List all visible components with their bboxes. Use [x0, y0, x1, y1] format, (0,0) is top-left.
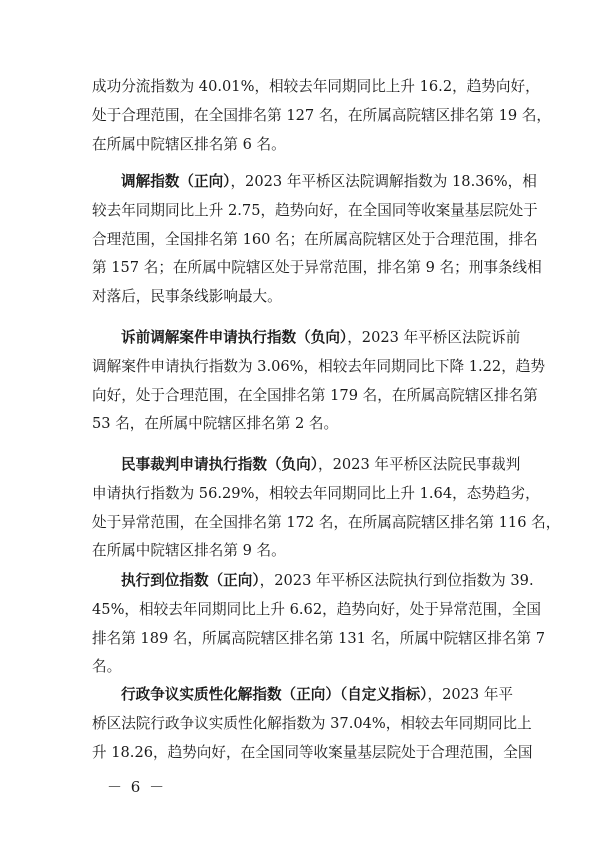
paragraph-heading: 行政争议实质性化解指数（正向）（自定义指标）	[121, 686, 428, 703]
text-line: 较去年同期同比上升 2.75，趋势向好，在全国同等收案量基层院处于	[92, 201, 538, 219]
paragraph-heading: 民事裁判申请执行指数（负向）	[121, 456, 319, 473]
text-line: 53 名，在所属中院辖区排名第 2 名。	[92, 415, 339, 433]
text-line: 处于异常范围，在全国排名第 172 名，在所属高院辖区排名第 116 名，	[92, 513, 561, 531]
text-line: 在所属中院辖区排名第 6 名。	[92, 135, 286, 153]
text-line: 处于合理范围，在全国排名第 127 名，在所属高院辖区排名第 19 名，	[92, 106, 552, 124]
text-line-first	[92, 567, 534, 596]
text-line-first	[92, 324, 521, 353]
paragraph-heading: 诉前调解案件申请执行指数（负向）	[121, 329, 348, 346]
text-line: 桥区法院行政争议实质性化解指数为 37.04%，相较去年同期同比上	[92, 714, 532, 732]
text-line: 向好，处于合理范围，在全国排名第 179 名，在所属高院辖区排名第	[92, 386, 538, 404]
paragraph-heading: 执行到位指数（正向）	[121, 572, 260, 589]
text-line-first	[92, 681, 512, 710]
paragraph-diversion-continued	[92, 73, 552, 159]
text-line-remainder: ，2023 年平桥区法院诉前	[347, 329, 521, 346]
text-line-remainder: ，2023 年平	[427, 686, 514, 703]
text-line: 对落后，民事条线影响最大。	[92, 288, 282, 306]
text-line: 第 157 名；在所属中院辖区处于异常范围，排名第 9 名；刑事条线相	[92, 259, 542, 277]
text-line: 调解案件申请执行指数为 3.06%，相较去年同期同比下降 1.22，趋势	[92, 357, 545, 375]
text-line-first	[92, 168, 537, 197]
paragraph-civil-judgment-execution-index	[92, 451, 561, 566]
text-line-first	[92, 451, 521, 480]
text-line-remainder: ，2023 年平桥区法院民事裁判	[318, 456, 521, 473]
text-line-remainder: ，2023 年平桥区法院调解指数为 18.36%，相	[230, 173, 537, 190]
text-line: 合理范围，全国排名第 160 名；在所属高院辖区处于合理范围，排名	[92, 230, 538, 248]
text-line: 申请执行指数为 56.29%，相较去年同期同比上升 1.64，态势趋劣，	[92, 484, 540, 502]
page-number-text: － 6 －	[107, 778, 167, 796]
text-line: 升 18.26，趋势向好，在全国同等收案量基层院处于合理范围，全国	[92, 743, 533, 761]
text-line: 在所属中院辖区排名第 9 名。	[92, 542, 286, 560]
text-line: 名。	[92, 658, 122, 676]
paragraph-administrative-dispute-index	[92, 681, 533, 767]
paragraph-mediation-index	[92, 168, 542, 312]
text-line: 排名第 189 名，所属高院辖区排名第 131 名，所属中院辖区排名第 7	[92, 629, 546, 647]
paragraph-execution-completion-index	[92, 567, 546, 682]
paragraph-heading: 调解指数（正向）	[121, 173, 231, 190]
text-line: 成功分流指数为 40.01%，相较去年同期同比上升 16.2，趋势向好，	[92, 78, 540, 95]
text-line: 45%，相较去年同期同比上升 6.62，趋势向好，处于异常范围，全国	[92, 600, 542, 618]
text-line-remainder: ，2023 年平桥区法院执行到位指数为 39.	[259, 572, 534, 589]
paragraph-prelitigation-execution-index	[92, 324, 545, 439]
